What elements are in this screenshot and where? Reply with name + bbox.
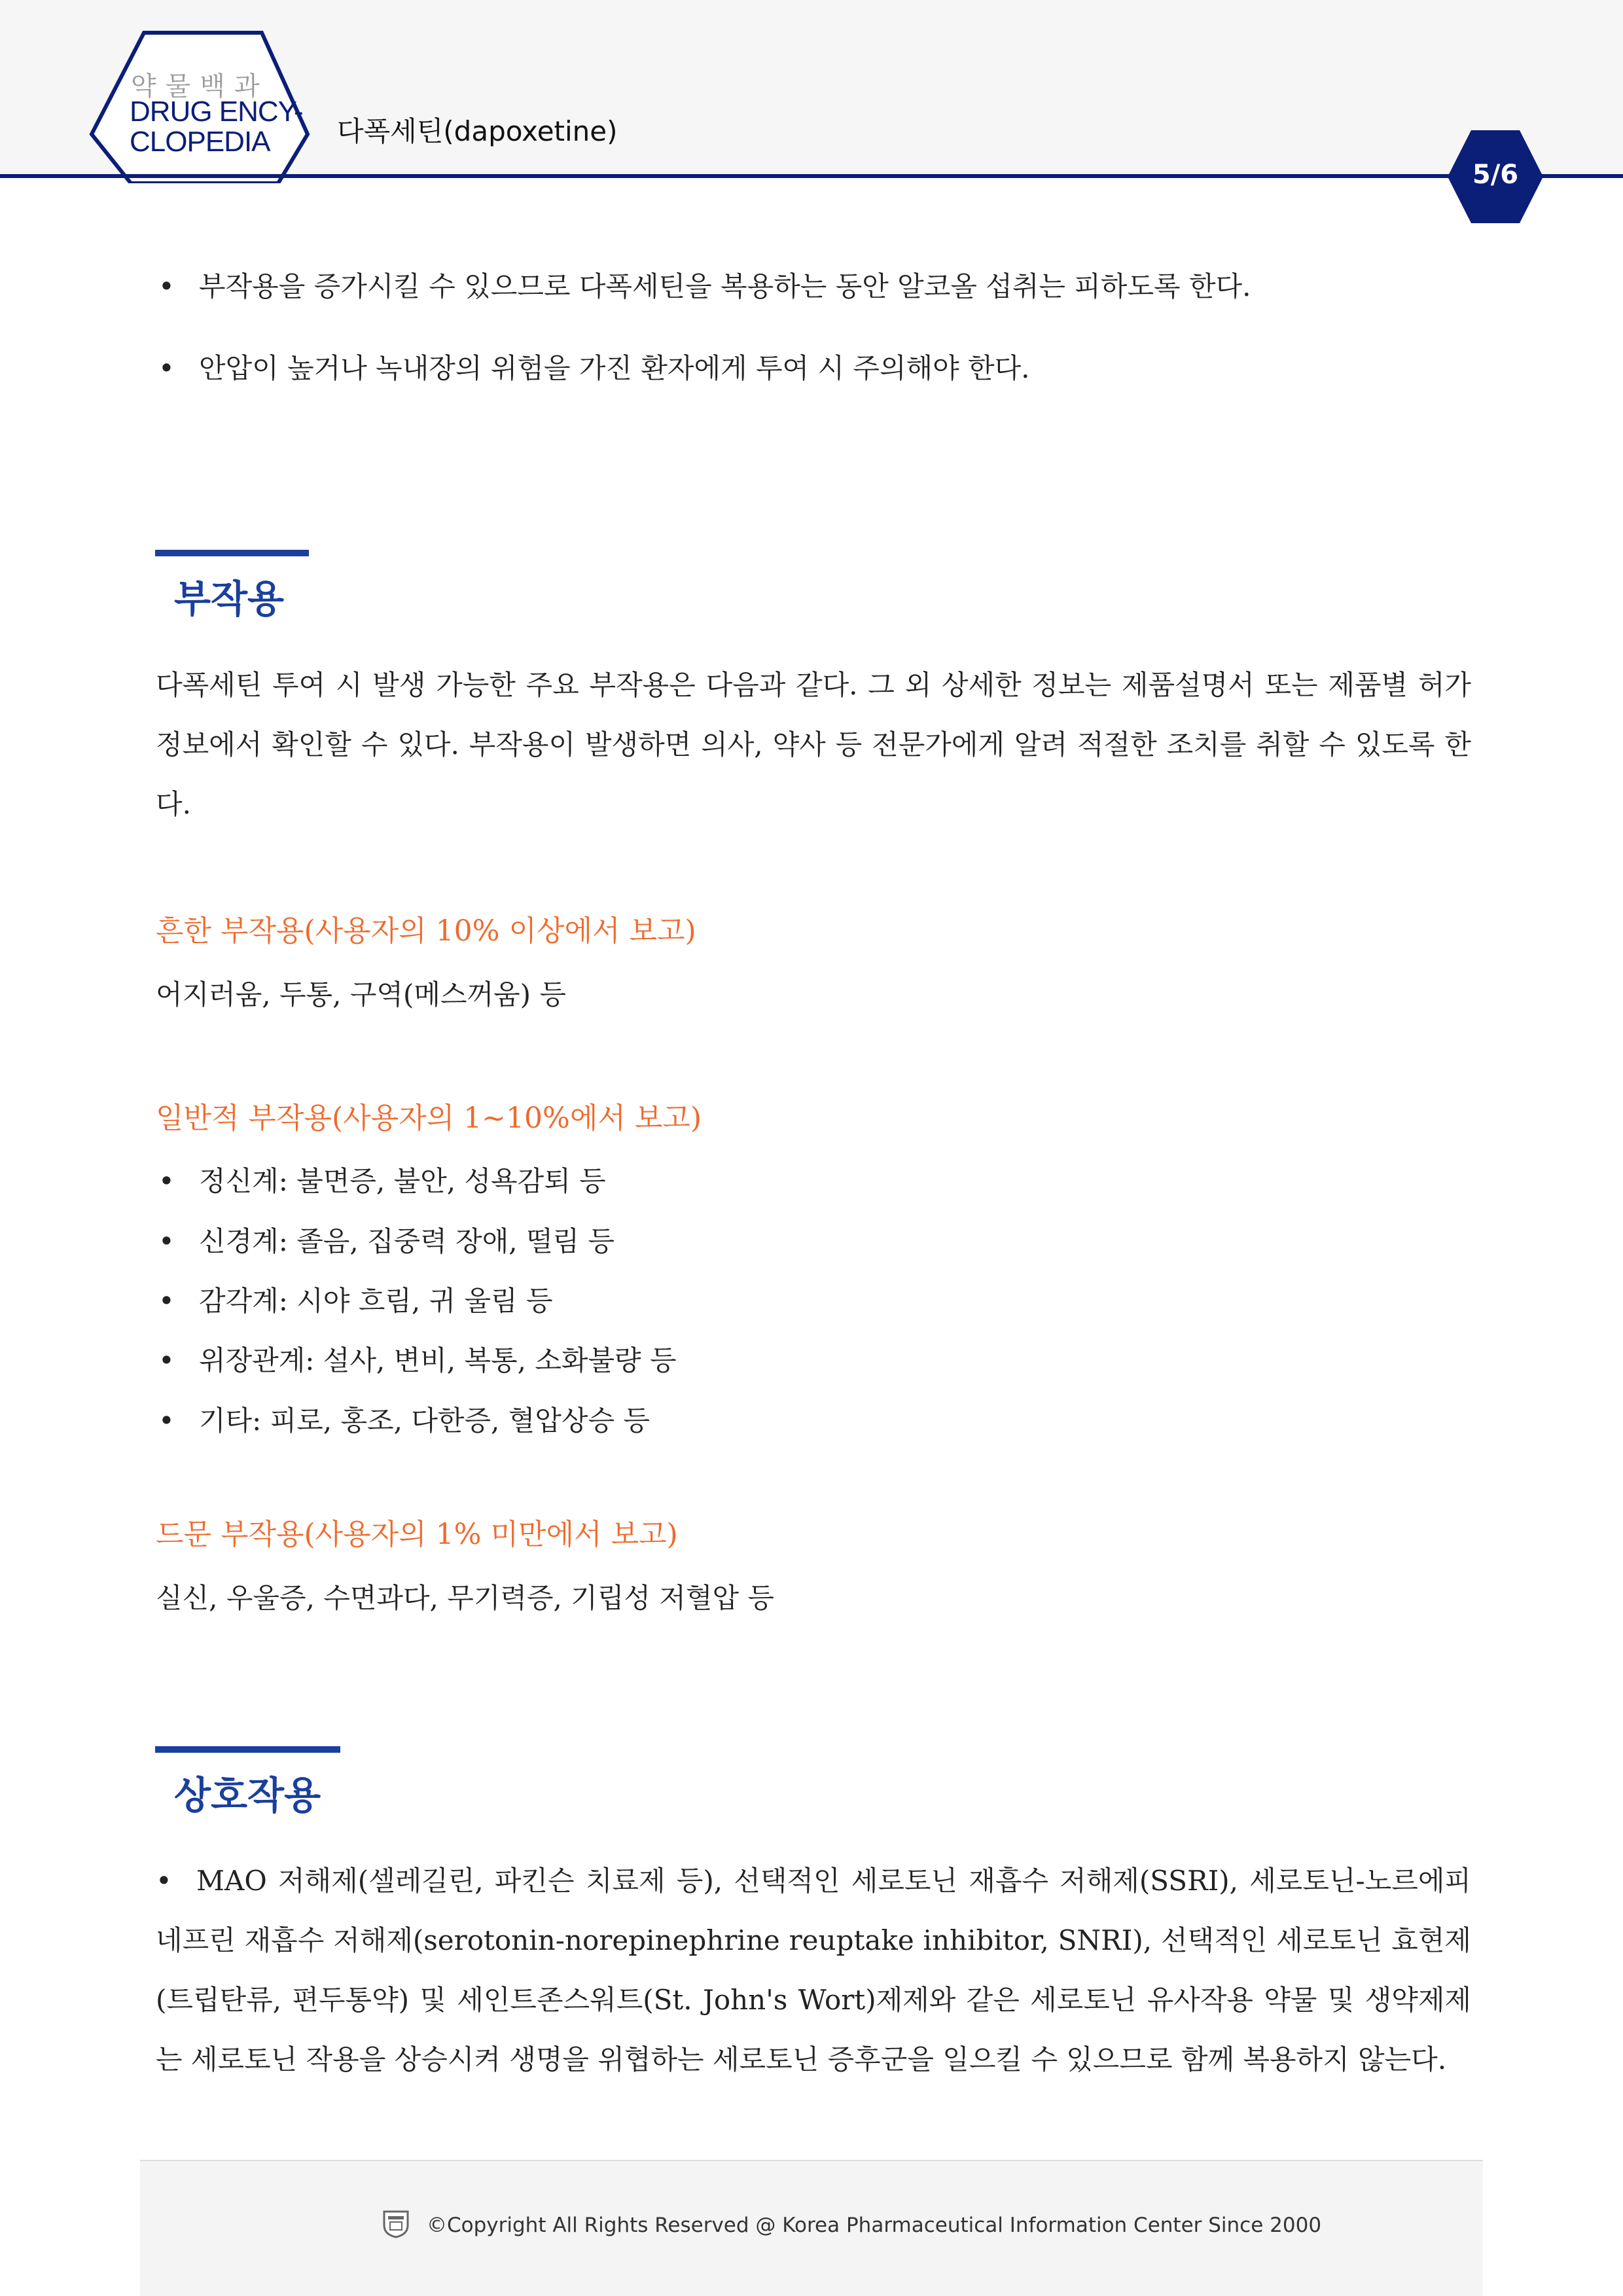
rare-side-effects-title: 드문 부작용(사용자의 1% 미만에서 보고): [156, 1518, 678, 1551]
footer-copyright: ©Copyright All Rights Reserved @ Korea Pharmaceutical Information Center Since 2000: [427, 2214, 1322, 2237]
common-side-effects-title: 흔한 부작용(사용자의 10% 이상에서 보고): [156, 914, 696, 948]
shield-emblem-icon: [382, 2210, 410, 2238]
list-item-text: 부작용을 증가시킬 수 있으므로 다폭세틴을 복용하는 동안 알코올 섭취는 피하도록 한다.: [199, 270, 1251, 302]
section-bar: [155, 550, 309, 556]
section-title-side-effects: 부작용: [174, 577, 285, 621]
section-bar: [155, 1746, 340, 1753]
page-number: 5/6: [1472, 160, 1519, 190]
bullet-dot: •: [158, 1405, 175, 1437]
bullet-dot: •: [158, 352, 175, 384]
interactions-paragraph: [156, 1851, 1471, 2089]
document-title: 다폭세틴(dapoxetine): [337, 115, 618, 147]
logo-english-text: [130, 97, 303, 157]
logo-english-line2: CLOPEDIA: [130, 126, 270, 158]
list-item-text: 신경계: 졸음, 집중력 장애, 떨림 등: [199, 1225, 615, 1257]
list-item: [158, 1280, 553, 1319]
list-item: [158, 1339, 677, 1378]
list-item: [158, 1160, 606, 1199]
list-item: [158, 265, 1251, 304]
logo-korean-text: 약물백과: [131, 71, 269, 101]
header-rule: [0, 174, 1623, 178]
list-item-text: 기타: 피로, 홍조, 다한증, 혈압상승 등: [199, 1405, 650, 1437]
list-item: [158, 1399, 650, 1439]
bullet-dot: •: [158, 1165, 175, 1197]
list-item-text: 정신계: 불면증, 불안, 성욕감퇴 등: [199, 1165, 606, 1197]
list-item: [158, 347, 1030, 386]
list-item-text: 안압이 높거나 녹내장의 위험을 가진 환자에게 투여 시 주의해야 한다.: [199, 352, 1030, 384]
list-item-text: 감각계: 시야 흐림, 귀 울림 등: [199, 1285, 553, 1317]
list-item-text: 위장관계: 설사, 변비, 복통, 소화불량 등: [199, 1344, 677, 1376]
common-side-effects-text: 어지러움, 두통, 구역(메스꺼움) 등: [156, 978, 566, 1011]
side-effects-intro: 다폭세틴 투여 시 발생 가능한 주요 부작용은 다음과 같다. 그 외 상세한 정보는 제품설명서 또는 제품별 허가정보에서 확인할 수 있다. 부작용이 발생하면 의사, 약사 등 전문가에게 알려 적절한 조치를 취할 수 있도록 한다.: [156, 669, 1471, 820]
bullet-dot: •: [156, 1865, 172, 1897]
bullet-dot: •: [158, 270, 175, 302]
rare-side-effects-text: 실신, 우울증, 수면과다, 무기력증, 기립성 저혈압 등: [156, 1582, 774, 1614]
logo-english-line1: DRUG ENCY-: [130, 96, 303, 128]
interactions-text: MAO 저해제(셀레길린, 파킨슨 치료제 등), 선택적인 세로토닌 재흡수 저해제(SSRI), 세로토닌-노르에피네프린 재흡수 저해제(serotonin-norepinephrine reuptake inhibitor, SNRI), 선택적인 세로토닌 효현제(트립탄류, 편두통약) 및 세인트존스워트(St. John's Wort)제제와 같은 세로토닌 유사작용 약물 및 생약제제는 세로토닌 작용을 상승시켜 생명을 위협하는 세로토닌 증후군을 일으킬 수 있으므로 함께 복용하지 않는다.: [156, 1865, 1471, 2075]
bullet-dot: •: [158, 1285, 175, 1317]
list-item: [158, 1220, 615, 1259]
general-side-effects-title: 일반적 부작용(사용자의 1~10%에서 보고): [156, 1102, 702, 1135]
section-title-interactions: 상호작용: [174, 1773, 321, 1818]
bullet-dot: •: [158, 1344, 175, 1376]
bullet-dot: •: [158, 1225, 175, 1257]
